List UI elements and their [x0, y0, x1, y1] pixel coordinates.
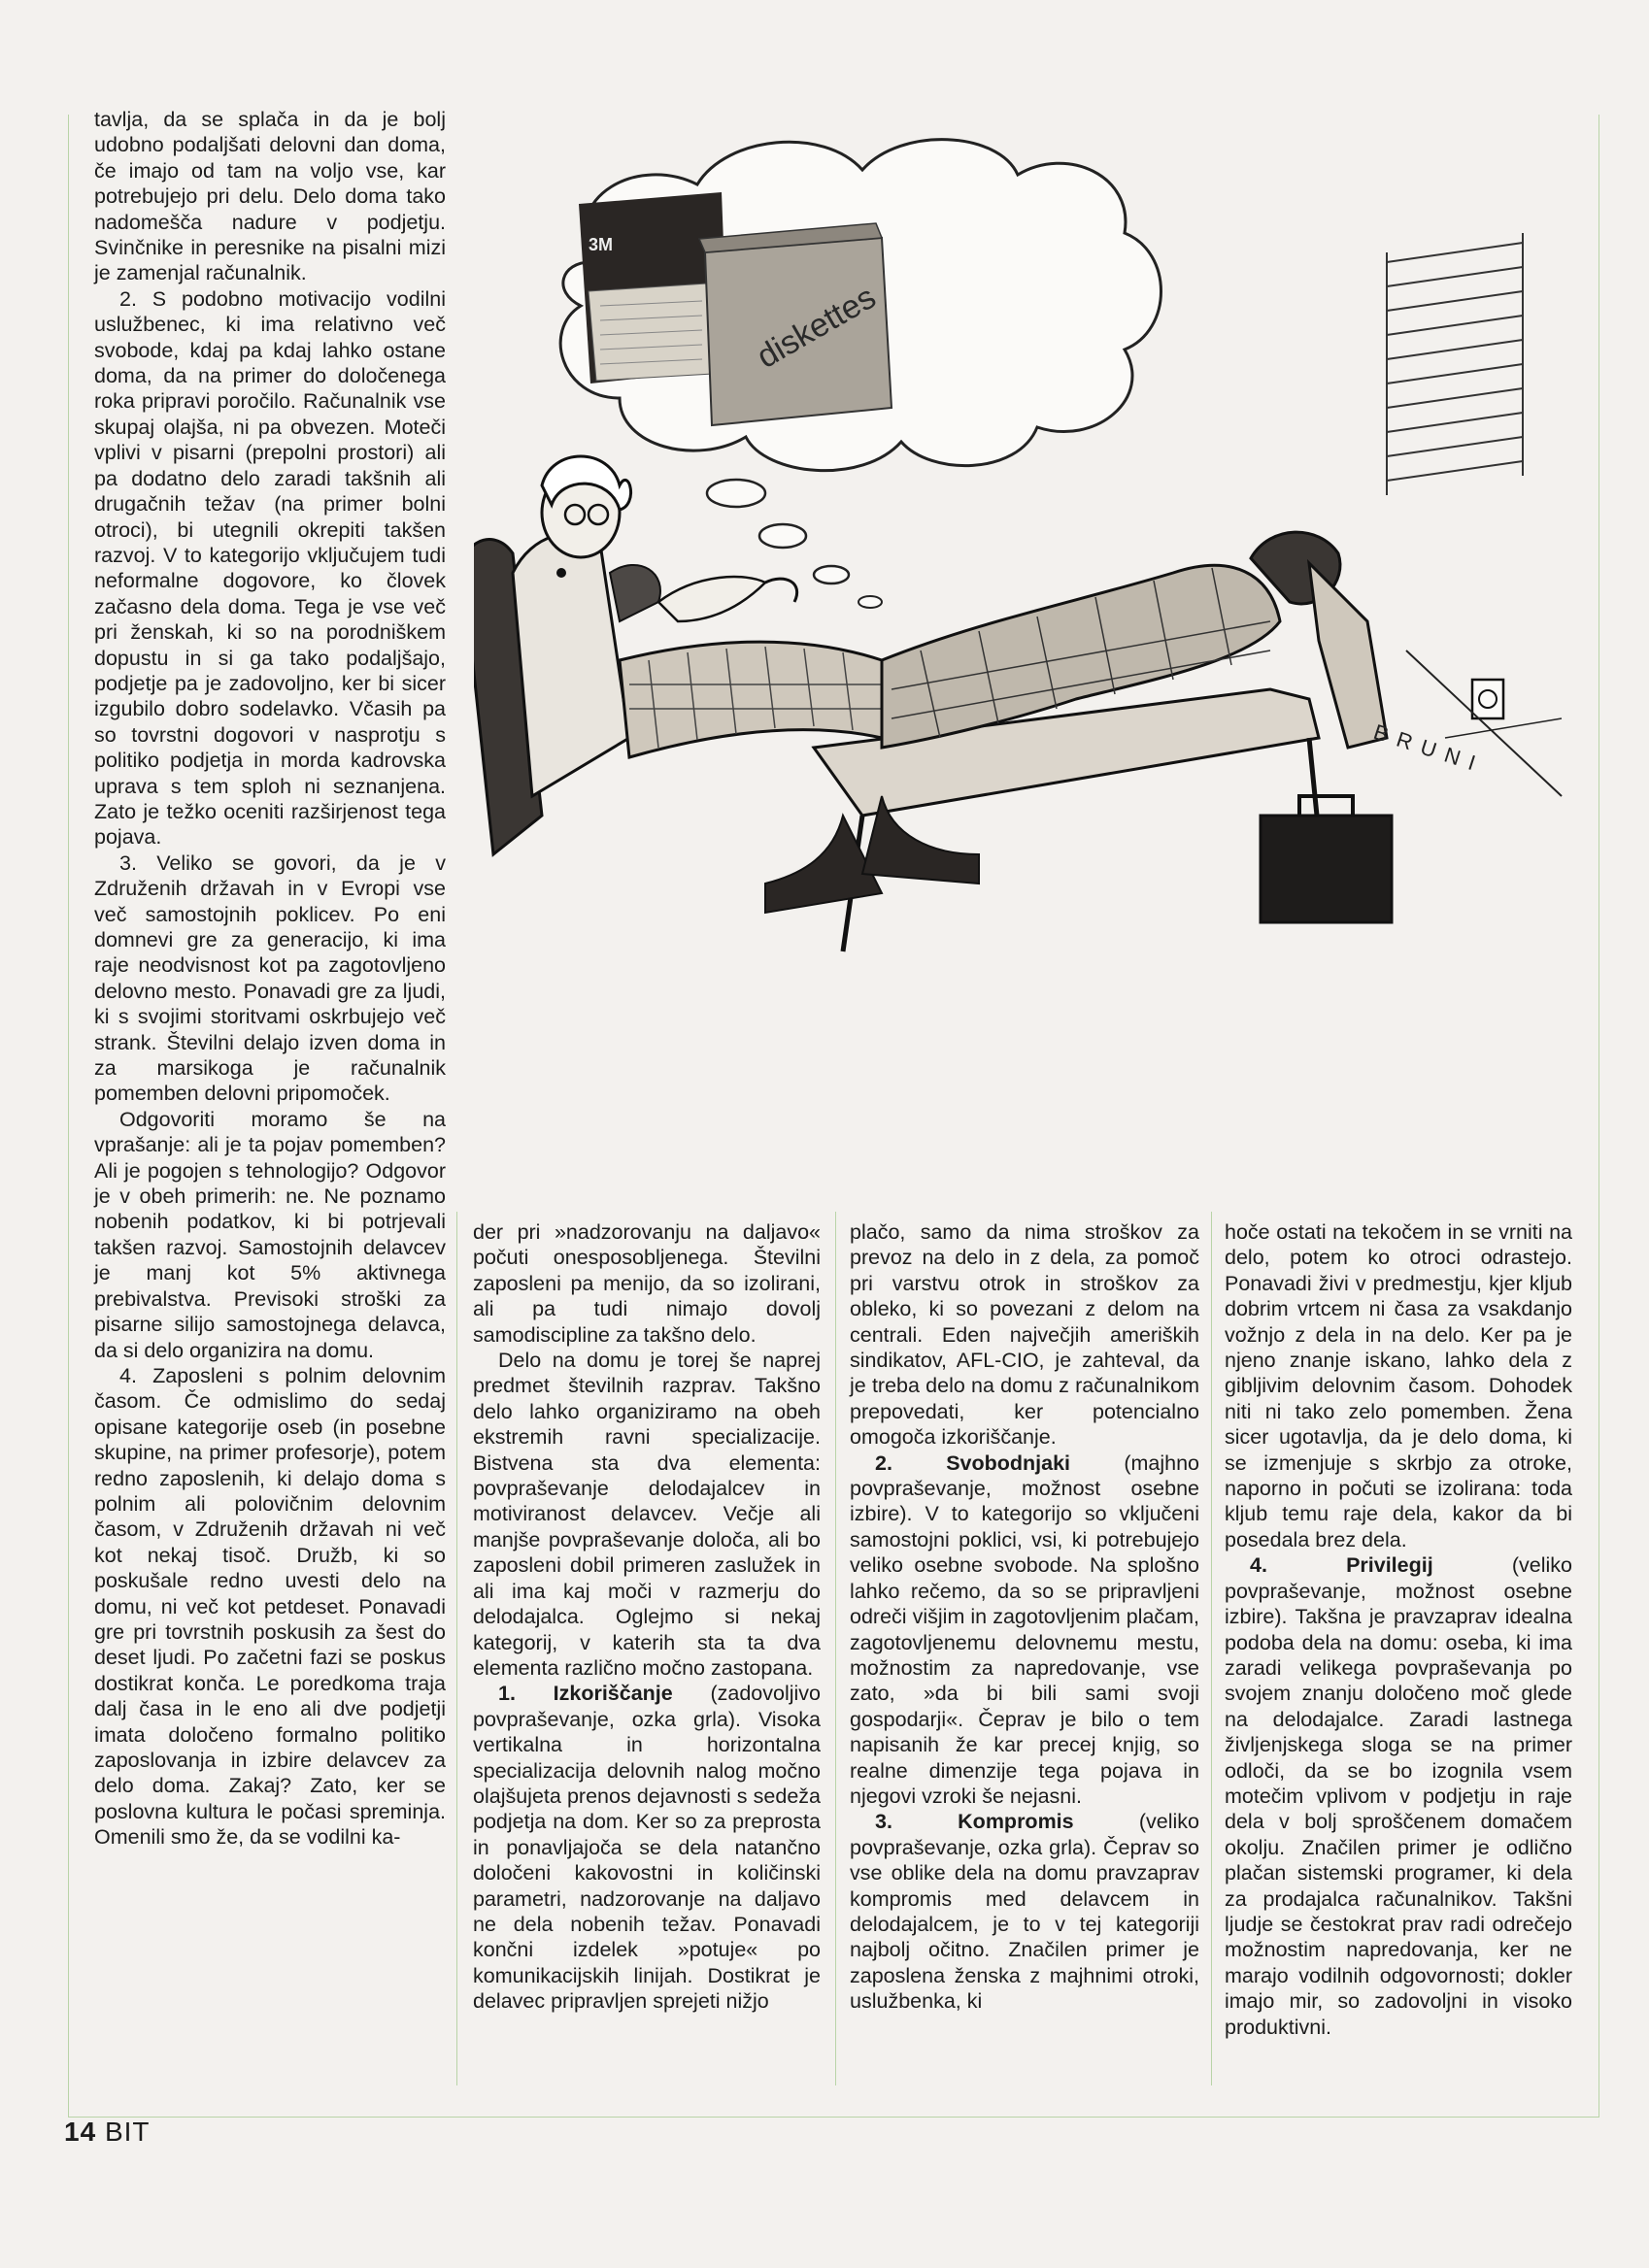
section-heading-svobodnjaki: 2. Svobodnjaki	[875, 1451, 1071, 1475]
paragraph-body: (zadovoljivo povpraševanje, ozka grla). Visoka vertikalna in horizontalna specializacija delovnih nalog močno olajšujeta prenos dejavnosti s sedeža podjetja na dom. Ker so za preprosta in ponavljajoča se dela natančno določeni kakovostni in količinski parametri, nadzorovanje na daljavo ne dela nobenih težav. Ponavadi končni izdelek »potuje« po komunikacijskih linijah. Dostikrat je delavec pripravljen sprejeti nižjo	[473, 1682, 821, 2014]
text-column-4	[1225, 1219, 1572, 2040]
paragraph: plačo, samo da nima stroškov za prevoz na delo in z dela, za pomoč pri varstvu otrok in stroškov za obleko, ki so povezani z delom na centrali. Eden največjih ameriških sindikatov, AFL-CIO, je zahteval, da je treba delo na domu z računalnikom prepovedati, ker potencialno omogoča izkoriščanje.	[850, 1220, 1199, 1450]
text-column-2	[473, 1219, 821, 2015]
column-divider	[1211, 1212, 1212, 2085]
window-blinds	[1387, 233, 1523, 495]
paragraph: der pri »nadzorovanju na daljavo« počuti onesposobljenega. Številni zaposleni pa menijo, da so izolirani, ali pa tudi nimajo dovolj samodiscipline za takšno delo.	[473, 1220, 821, 1347]
text-column-1	[94, 107, 446, 1851]
paragraph	[850, 1451, 1199, 1810]
section-heading-privilegij: 4. Privilegij	[1250, 1553, 1433, 1578]
paragraph-body: (veliko povpraševanje, možnost osebne izbire). Takšna je pravzaprav idealna podoba dela na domu: oseba, ki ima zaradi velikega povpraševanja po svojem znanju določeno moč glede na delodajalce. Zaradi lastnega življenjskega sloga se na primer odloči, da se bo izognila vsem motečim vplivom v podjetju in raje dela v bolj sproščenem domačem okolju. Značilen primer je odlično plačan sistemski programer, ki dela za prodajalca računalnikov. Takšni ljudje se čestokrat prav radi odrečejo možnostim napredovanja, ker ne marajo vodilnih odgovornosti; dokler imajo mir, so zadovoljni in visoko produktivni.	[1225, 1553, 1572, 2039]
paragraph	[850, 1809, 1199, 2014]
thought-bubble-dot	[759, 524, 806, 548]
cartoon-illustration	[474, 117, 1571, 1184]
text-column-3	[850, 1219, 1199, 2015]
thought-bubble-dot	[814, 566, 849, 584]
page-number: 14	[64, 2117, 97, 2147]
paragraph-body: (majhno povpraševanje, možnost osebne izbire). V to kategorijo so vključeni samostojni poklici, vsi, ki potrebujejo veliko osebne svobode. Na splošno lahko rečemo, da so se pripravljeni odreči višjim in zagotovljenim plačam, zagotovljenemu delovnemu mestu, možnostim za napredovanje, vse zato, »da bi bili sami svoji gospodarji«. Čeprav je bilo o tem napisanih že kar precej knjig, so realne dimenzije tega pojava in njegovi vzroki še nejasni.	[850, 1451, 1199, 1808]
briefcase-icon	[1261, 796, 1392, 922]
thought-bubble-dot	[707, 480, 765, 507]
wall-outlet-icon	[1472, 680, 1503, 718]
paragraph: 3. Veliko se govori, da je v Združenih državah in v Evropi vse več samostojnih poklicev. Po eni domnevi gre za generacijo, ki ima raje neodvisnost kot pa zagotovljeno delovno mesto. Ponavadi gre za ljudi, ki s svojimi storitvami oskrbujejo več strank. Številni delajo izven doma in za marsikoga je računalnik pomemben delovni pripomoček.	[94, 850, 446, 1106]
psychiatrist-figure	[474, 456, 882, 854]
artist-signature: BRUNI	[1370, 718, 1488, 779]
paragraph	[473, 1681, 821, 2014]
thought-bubble-dot	[858, 596, 882, 608]
section-heading-izkoriscanje: 1. Izkoriščanje	[498, 1682, 673, 1706]
paragraph: Odgovoriti moramo še na vprašanje: ali je ta pojav pomemben? Ali je pogojen s tehnologijo? Odgovor je v obeh primerih: ne. Ne poznamo nobenih podatkov, ki bi potrjevali takšen razvoj. Samostojnih delavcev je manj kot 5% aktivnega prebivalstva. Previsoki stroški za pisarne silijo samostojnega delavca, da si delo organizira na domu.	[94, 1107, 446, 1362]
diskette-box-diskettes	[699, 223, 892, 425]
paragraph: Delo na domu je torej še naprej predmet številnih razprav. Takšno delo lahko organiziramo na obeh ekstremih ravni specializacije. Bistvena sta dva elementa: povpraševanje delodajalcev in motiviranost delavcev. Večje ali manjše povpraševanje določa, ali bo zaposleni dobil primeren zaslužek in ali ima kaj moči v razmerju do delodajalca. Oglejmo si nekaj kategorij, v katerih sta ta dva elementa različno močno zastopana.	[473, 1349, 821, 1680]
box-label-diskettes: diskettes	[751, 278, 883, 376]
magazine-name: BIT	[104, 2117, 151, 2147]
column-divider	[456, 1212, 457, 2085]
paragraph: 4. Zaposleni s polnim delovnim časom. Če odmislimo do sedaj opisane kategorije oseb (in posebne skupine, na primer profesorje), potem redno zaposlenih, ki delajo doma s polnim ali polovičnim delovnim časom, v Združenih državah ni več kot nekaj tisoč. Družb, ki so poskušale redno uvesti delo na domu, ni več kot petdeset. Ponavadi gre pri tovrstnih poskusih za šest do deset ljudi. Po začetni fazi se poskus dostikrat konča. Le poredkoma traja dalj časa in le eno ali dve podjetji imata določeno formalno politiko zaposlovanja in izbire delavcev za delo doma. Zakaj? Zato, ker se poslovna kultura le počasi spreminja. Omenili smo že, da se vodilni ka-	[94, 1363, 446, 1850]
box-label-3m: 3M	[589, 235, 614, 254]
paragraph: 2. S podobno motivacijo vodilni uslužbenec, ki ima relativno več svobode, kdaj pa kdaj lahko ostane doma, da na primer do določenega roka pripravi poročilo. Računalnik vse skupaj olajša, ni pa obvezen. Moteči vplivi v pisarni (prepolni prostori) ali pa dodatno delo zaradi takšnih ali drugačnih težav (na primer bolni otroci), bi utegnili okrepiti takšen razvoj. V to kategorijo vključujem tudi neformalne dogovore, ko človek začasno dela doma. Tega je vse več pri ženskah, ki so na porodniškem dopustu in si ga tako podaljšajo, podjetje pa je zadovoljno, ker bi sicer izgubilo dobro sodelavko. Včasih pa so tovrstni dogovori v nasprotju s politiko podjetja in morda kadrovska uprava s tem sploh ni seznanjena. Zato je težko oceniti razširjenost tega pojava.	[94, 286, 446, 850]
paragraph: tavlja, da se splača in da je bolj udobno podaljšati delovni dan doma, če imajo od tam na voljo vse, kar potrebujejo pri delu. Delo doma tako nadomešča nadure v podjetju. Svinčnike in peresnike na pisalni mizi je zamenjal računalnik.	[94, 108, 446, 285]
paragraph-body: (veliko povpraševanje, ozka grla). Čeprav so vse oblike dela na domu pravzaprav kompromis med delavcem in delodajalcem, je to v tej kategoriji najbolj očitno. Značilen primer je zaposlena ženska z majhnimi otroki, uslužbenka, ki	[850, 1810, 1199, 2014]
page-footer	[64, 2117, 151, 2148]
paragraph	[1225, 1552, 1572, 2040]
column-divider	[835, 1212, 836, 2085]
paragraph: hoče ostati na tekočem in se vrniti na delo, potem ko otroci odrastejo. Ponavadi živi v predmestju, kjer kljub dobrim vrtcem ni časa za vsakdanjo vožnjo z dela in na delo. Ker pa je njeno znanje iskano, lahko dela z gibljivim delovnim časom. Dohodek niti ni tako zelo pomemben. Žena sicer ugotavlja, da je delo doma, ki se izmenjuje s skrbjo za otroke, naporno in počuti se izolirana: toda kljub temu raje dela, kakor da bi posedala brez dela.	[1225, 1220, 1572, 1551]
section-heading-kompromis: 3. Kompromis	[875, 1810, 1074, 1834]
